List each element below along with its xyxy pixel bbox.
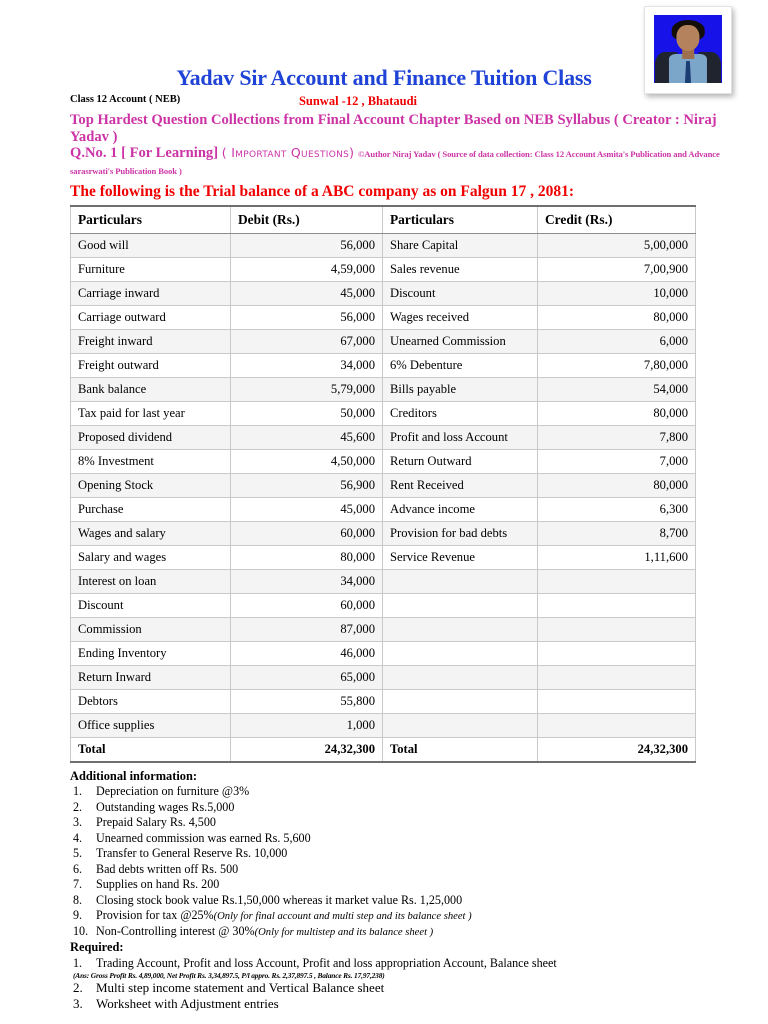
additional-info-item-text: Closing stock book value Rs.1,50,000 whereas it market value Rs. 1,25,000	[96, 892, 463, 907]
additional-info-item	[70, 862, 768, 877]
cell-particulars-credit	[383, 617, 538, 641]
question-number: Q.No. 1 [ For Learning]	[70, 145, 219, 162]
cell-particulars-debit: Opening Stock	[71, 473, 231, 497]
cell-particulars-credit: Rent Received	[383, 473, 538, 497]
col-header-particulars-credit: Particulars	[383, 206, 538, 234]
table-row	[71, 281, 696, 305]
required-item-3-marker: 3.	[73, 996, 83, 1012]
subtitle-row	[0, 94, 768, 110]
required-item-1-marker: 1.	[73, 956, 83, 971]
cell-debit-amount: 65,000	[231, 665, 383, 689]
table-row	[71, 353, 696, 377]
cell-particulars-credit: Discount	[383, 281, 538, 305]
additional-info-item-marker: 7.	[73, 877, 83, 892]
cell-particulars-debit: Wages and salary	[71, 521, 231, 545]
cell-particulars-credit	[383, 593, 538, 617]
table-row	[71, 665, 696, 689]
cell-particulars-credit	[383, 689, 538, 713]
class-label: Class 12 Account ( NEB)	[70, 94, 181, 106]
additional-info-heading: Additional information:	[70, 768, 198, 783]
table-row	[71, 713, 696, 737]
cell-credit-amount	[538, 593, 696, 617]
cell-particulars-debit: Furniture	[71, 257, 231, 281]
additional-info-item-text: Provision for tax @25%	[96, 908, 214, 923]
additional-info-item	[70, 815, 768, 830]
trial-balance-heading: The following is the Trial balance of a ABC company as on Falgun 17 , 2081:	[70, 182, 575, 200]
table-total-row	[71, 737, 696, 762]
cell-credit-amount: 7,00,900	[538, 257, 696, 281]
cell-particulars-credit: Unearned Commission	[383, 329, 538, 353]
additional-info-item	[70, 831, 768, 846]
cell-particulars-credit: Service Revenue	[383, 545, 538, 569]
table-row	[71, 425, 696, 449]
table-row	[71, 305, 696, 329]
page-title: Yadav Sir Account and Finance Tuition Class	[176, 65, 592, 90]
face-shape	[676, 25, 699, 51]
source-note: ©Author Niraj Yadav ( Source of data collection: Class 12 Account Asmita's Publication and Advance sarasrwati's Publication Book )	[70, 149, 720, 176]
additional-info-item	[70, 784, 768, 799]
cell-particulars-debit: Carriage outward	[71, 305, 231, 329]
cell-particulars-debit: Interest on loan	[71, 569, 231, 593]
table-row	[71, 497, 696, 521]
cell-particulars-debit: Carriage inward	[71, 281, 231, 305]
cell-credit-amount	[538, 617, 696, 641]
additional-info-item-marker: 8.	[73, 892, 83, 907]
additional-info-item-marker: 10.	[73, 923, 89, 938]
additional-info-item-text: Depreciation on furniture @3%	[96, 784, 250, 799]
cell-debit-amount: 56,900	[231, 473, 383, 497]
required-list-rest	[70, 980, 768, 1013]
cell-debit-amount: 46,000	[231, 641, 383, 665]
additional-info-item-text: Bad debts written off Rs. 500	[96, 861, 239, 876]
cell-credit-amount	[538, 641, 696, 665]
cell-particulars-debit: Freight outward	[71, 353, 231, 377]
cell-particulars-debit: Bank balance	[71, 377, 231, 401]
additional-info-item	[70, 893, 768, 908]
table-row	[71, 401, 696, 425]
cell-debit-amount: 56,000	[231, 305, 383, 329]
additional-info-item	[70, 846, 768, 861]
required-item-1-text: Trading Account, Profit and loss Account, Profit and loss appropriation Account, Balance sheet	[96, 956, 557, 971]
cell-particulars-credit: Provision for bad debts	[383, 521, 538, 545]
cell-credit-amount	[538, 689, 696, 713]
cell-particulars-debit: Purchase	[71, 497, 231, 521]
additional-information-section	[70, 769, 768, 1013]
cell-credit-amount	[538, 569, 696, 593]
cell-credit-amount: 6,000	[538, 329, 696, 353]
additional-info-item-text: Supplies on hand Rs. 200	[96, 877, 220, 892]
cell-debit-amount: 4,59,000	[231, 257, 383, 281]
answer-key-line: (Ans: Gross Profit Rs. 4,89,000, Net Profit Rs. 3,34,897.5, P/l appro. Rs. 2,37,897.5 , Balance Rs. 17,97,238)	[73, 970, 385, 980]
cell-particulars-credit: Share Capital	[383, 233, 538, 257]
table-row	[71, 545, 696, 569]
total-value-debit: 24,32,300	[231, 737, 383, 762]
required-list	[70, 956, 768, 971]
cell-credit-amount: 8,700	[538, 521, 696, 545]
table-row	[71, 641, 696, 665]
cell-credit-amount: 7,800	[538, 425, 696, 449]
cell-particulars-debit: Discount	[71, 593, 231, 617]
cell-particulars-credit	[383, 569, 538, 593]
additional-info-item	[70, 877, 768, 892]
portrait-image	[654, 15, 722, 83]
table-header-row	[71, 206, 696, 234]
additional-info-item-note: (Only for final account and multi step and its balance sheet )	[213, 911, 472, 923]
cell-debit-amount: 34,000	[231, 353, 383, 377]
additional-info-item-text: Transfer to General Reserve Rs. 10,000	[96, 846, 288, 861]
cell-particulars-debit: Debtors	[71, 689, 231, 713]
cell-debit-amount: 87,000	[231, 617, 383, 641]
table-body	[71, 233, 696, 737]
cell-particulars-credit: Advance income	[383, 497, 538, 521]
additional-info-item-marker: 4.	[73, 830, 83, 845]
total-label-debit: Total	[71, 737, 231, 762]
cell-particulars-credit: Creditors	[383, 401, 538, 425]
additional-info-item-marker: 2.	[73, 799, 83, 814]
cell-debit-amount: 55,800	[231, 689, 383, 713]
cell-particulars-credit: Return Outward	[383, 449, 538, 473]
cell-particulars-debit: Freight inward	[71, 329, 231, 353]
table-row	[71, 257, 696, 281]
cell-particulars-credit: Sales revenue	[383, 257, 538, 281]
table-row	[71, 617, 696, 641]
cell-particulars-debit: Ending Inventory	[71, 641, 231, 665]
additional-info-item-marker: 5.	[73, 846, 83, 861]
additional-info-item-text: Prepaid Salary Rs. 4,500	[96, 815, 216, 830]
additional-info-item-marker: 6.	[73, 861, 83, 876]
additional-info-list	[70, 784, 768, 939]
total-value-credit: 24,32,300	[538, 737, 696, 762]
cell-credit-amount	[538, 665, 696, 689]
cell-credit-amount: 10,000	[538, 281, 696, 305]
table-row	[71, 689, 696, 713]
cell-particulars-credit	[383, 665, 538, 689]
cell-credit-amount: 5,00,000	[538, 233, 696, 257]
cell-particulars-debit: Proposed dividend	[71, 425, 231, 449]
cell-debit-amount: 80,000	[231, 545, 383, 569]
cell-debit-amount: 45,600	[231, 425, 383, 449]
cell-particulars-debit: Salary and wages	[71, 545, 231, 569]
cell-debit-amount: 5,79,000	[231, 377, 383, 401]
cell-particulars-credit: Bills payable	[383, 377, 538, 401]
additional-info-item-marker: 3.	[73, 815, 83, 830]
additional-info-item-text: Outstanding wages Rs.5,000	[96, 799, 235, 814]
important-questions-label: ( Important Questions)	[221, 145, 355, 161]
cell-debit-amount: 45,000	[231, 497, 383, 521]
additional-info-item-marker: 9.	[73, 908, 83, 923]
table-row	[71, 449, 696, 473]
table-row	[71, 593, 696, 617]
cell-debit-amount: 60,000	[231, 521, 383, 545]
author-photo	[644, 6, 732, 94]
table-row	[71, 377, 696, 401]
cell-debit-amount: 50,000	[231, 401, 383, 425]
trial-balance-table	[70, 205, 696, 763]
additional-info-item-note: (Only for multistep and its balance sheet )	[254, 926, 434, 938]
table-row	[71, 233, 696, 257]
cell-debit-amount: 56,000	[231, 233, 383, 257]
total-label-credit: Total	[383, 737, 538, 762]
additional-info-item-text: Unearned commission was earned Rs. 5,600	[96, 830, 311, 845]
cell-credit-amount: 7,80,000	[538, 353, 696, 377]
intro-block	[0, 112, 768, 179]
col-header-debit: Debit (Rs.)	[231, 206, 383, 234]
additional-info-item	[70, 800, 768, 815]
cell-particulars-debit: 8% Investment	[71, 449, 231, 473]
cell-credit-amount: 80,000	[538, 401, 696, 425]
cell-particulars-credit: Profit and loss Account	[383, 425, 538, 449]
required-item-1	[70, 956, 768, 971]
cell-particulars-credit: 6% Debenture	[383, 353, 538, 377]
additional-info-item	[70, 908, 768, 924]
cell-credit-amount: 80,000	[538, 473, 696, 497]
table-row	[71, 329, 696, 353]
cell-particulars-debit: Office supplies	[71, 713, 231, 737]
cell-debit-amount: 34,000	[231, 569, 383, 593]
table-row	[71, 569, 696, 593]
cell-credit-amount: 54,000	[538, 377, 696, 401]
question-line	[70, 145, 754, 178]
cell-credit-amount: 1,11,600	[538, 545, 696, 569]
cell-particulars-debit: Good will	[71, 233, 231, 257]
cell-particulars-debit: Commission	[71, 617, 231, 641]
cell-credit-amount: 7,000	[538, 449, 696, 473]
collection-line: Top Hardest Question Collections from Final Account Chapter Based on NEB Syllabus ( Creator : Niraj Yadav )	[70, 112, 717, 145]
cell-particulars-credit	[383, 713, 538, 737]
col-header-particulars-debit: Particulars	[71, 206, 231, 234]
cell-debit-amount: 45,000	[231, 281, 383, 305]
additional-info-item-text: Non-Controlling interest @ 30%	[96, 923, 255, 938]
required-item-2	[70, 980, 768, 997]
additional-info-item-marker: 1.	[73, 784, 83, 799]
required-heading: Required:	[70, 940, 124, 955]
cell-debit-amount: 4,50,000	[231, 449, 383, 473]
required-item-3-text: Worksheet with Adjustment entries	[96, 996, 279, 1012]
cell-particulars-debit: Return Inward	[71, 665, 231, 689]
cell-particulars-credit	[383, 641, 538, 665]
required-item-2-text: Multi step income statement and Vertical Balance sheet	[96, 979, 385, 995]
cell-debit-amount: 60,000	[231, 593, 383, 617]
cell-debit-amount: 1,000	[231, 713, 383, 737]
table-row	[71, 473, 696, 497]
additional-info-item	[70, 924, 768, 940]
cell-credit-amount: 80,000	[538, 305, 696, 329]
required-item-2-marker: 2.	[73, 979, 83, 995]
cell-credit-amount	[538, 713, 696, 737]
col-header-credit: Credit (Rs.)	[538, 206, 696, 234]
cell-credit-amount: 6,300	[538, 497, 696, 521]
cell-debit-amount: 67,000	[231, 329, 383, 353]
table-foot	[71, 737, 696, 762]
cell-particulars-debit: Tax paid for last year	[71, 401, 231, 425]
required-item-3	[70, 996, 768, 1013]
table-row	[71, 521, 696, 545]
location-label: Sunwal -12 , Bhataudi	[298, 94, 418, 109]
cell-particulars-credit: Wages received	[383, 305, 538, 329]
